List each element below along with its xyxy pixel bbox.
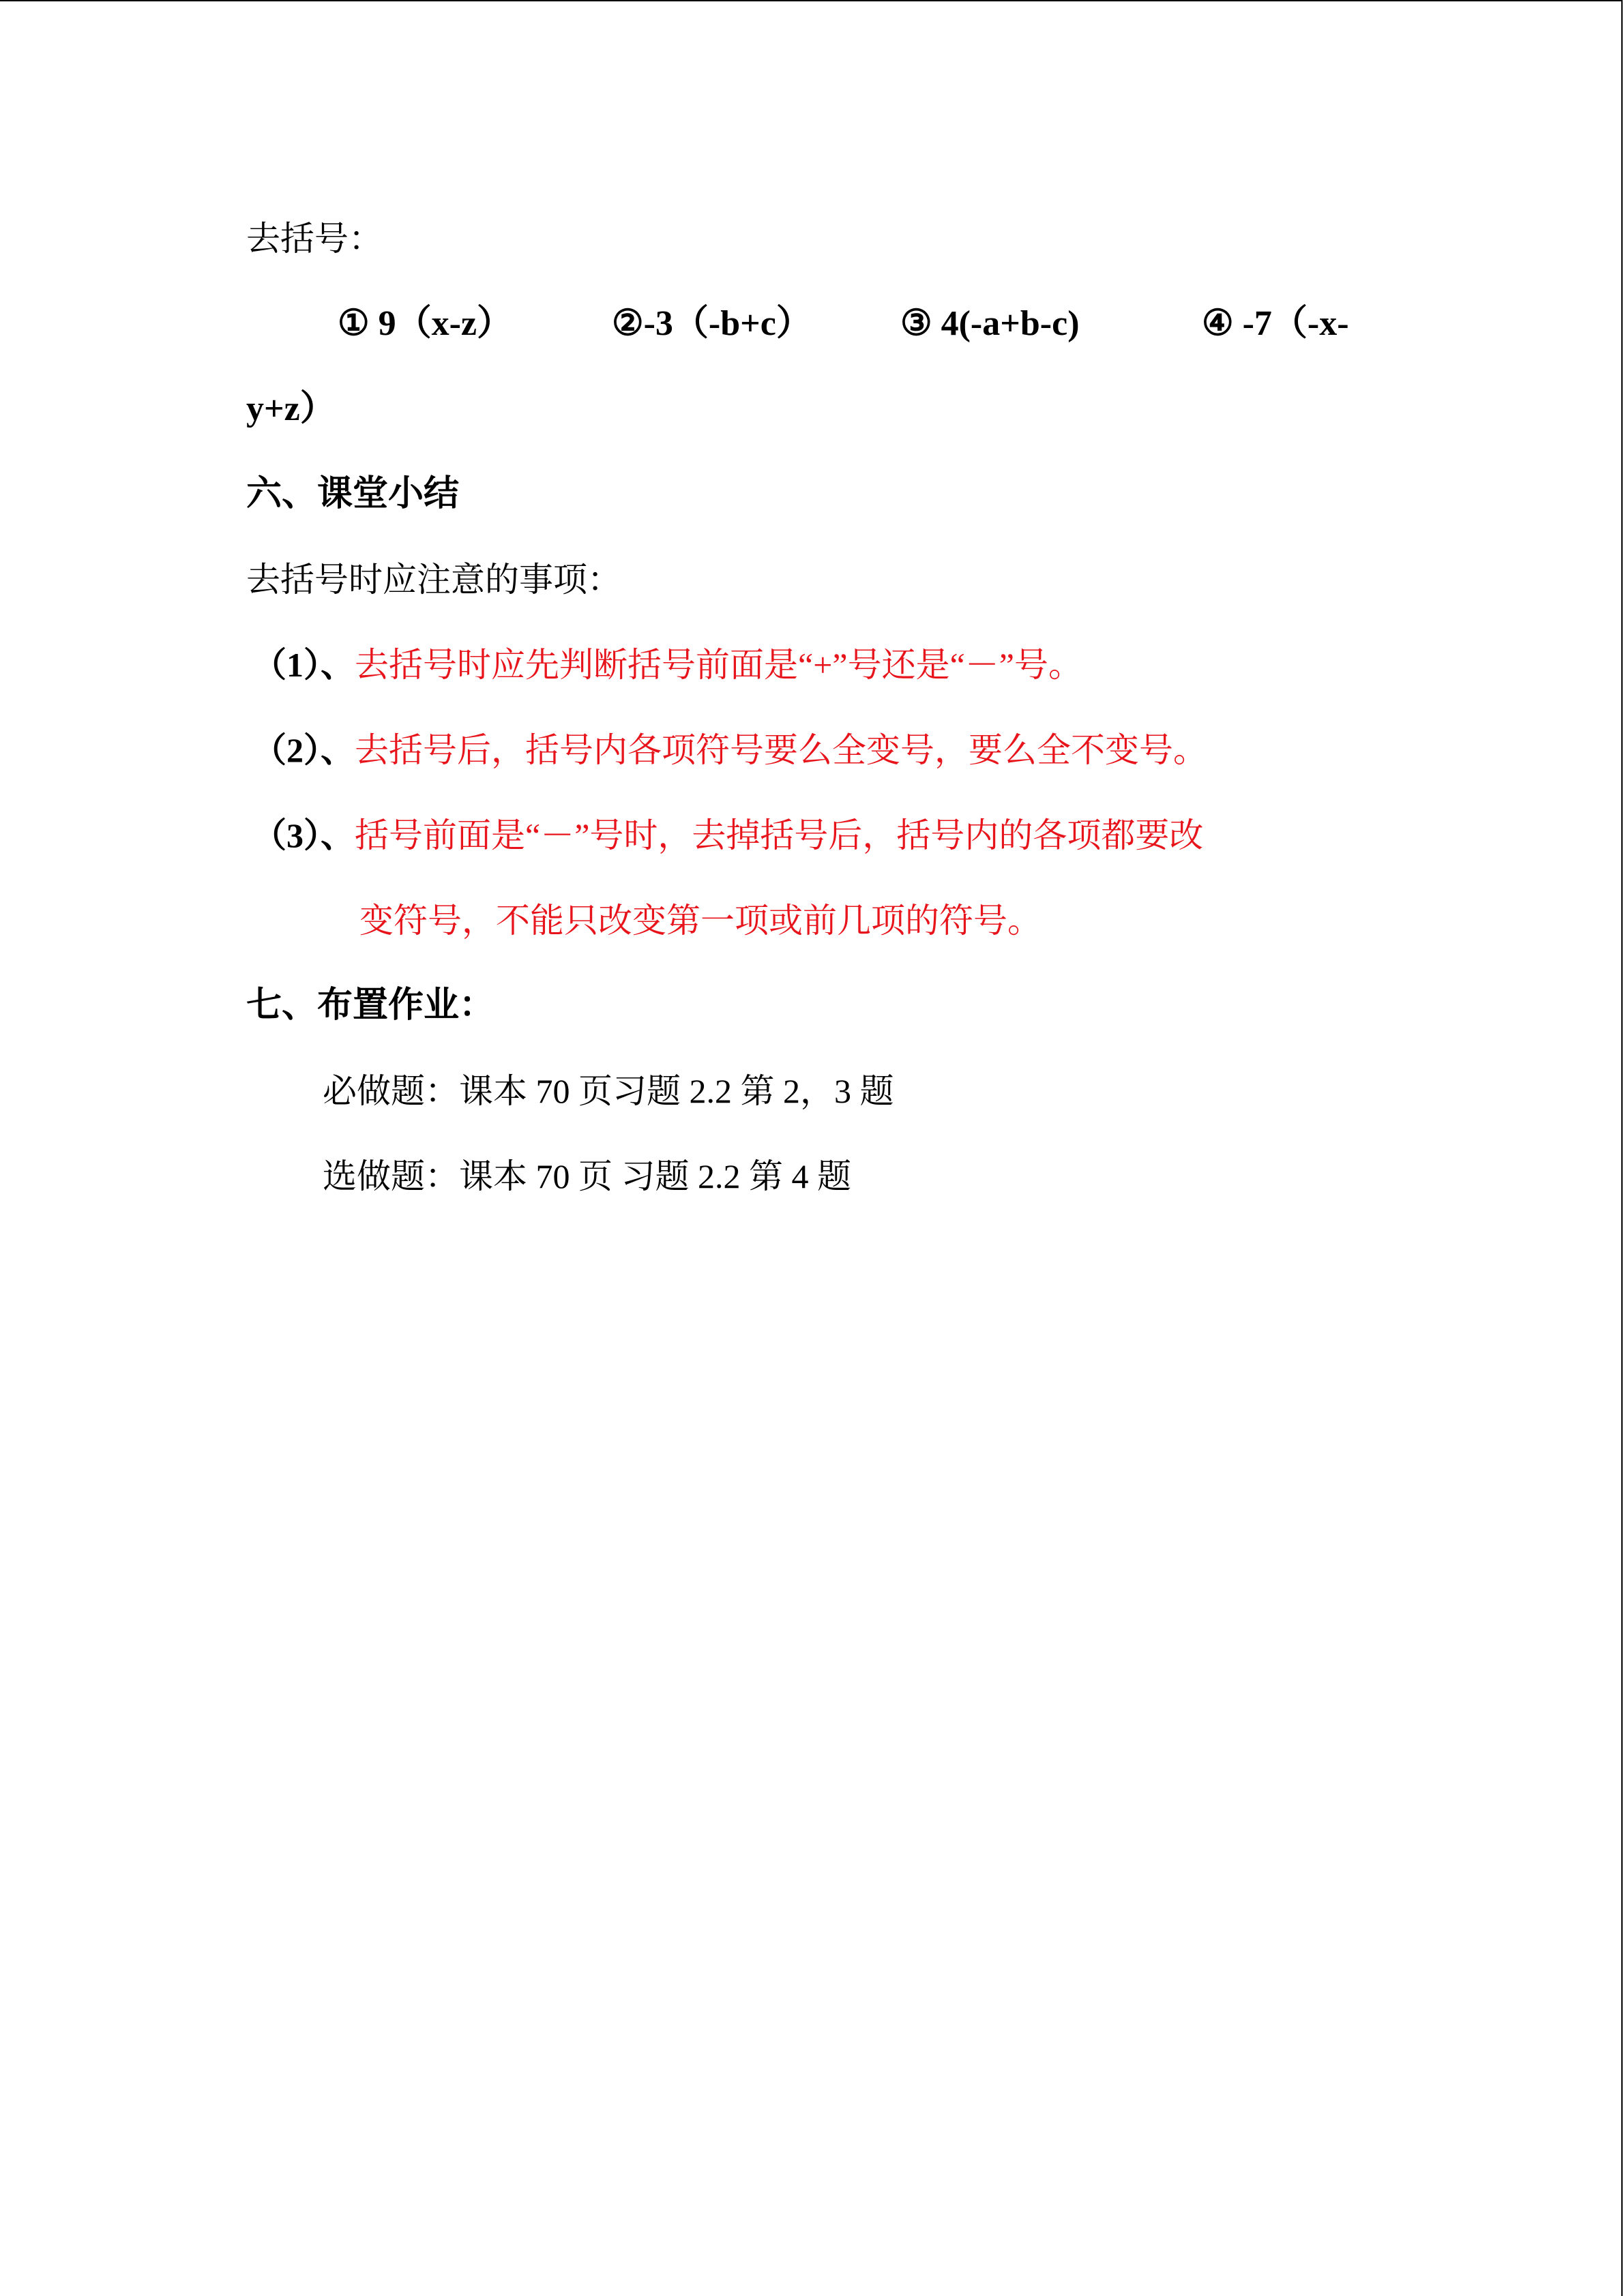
summary-note-3-continuation: 变符号，不能只改变第一项或前几项的符号。: [359, 901, 1042, 940]
exercise-item-3: ③ 4(-a+b-c): [900, 304, 1080, 343]
exercise-item-4: ④ -7（-x-: [1202, 304, 1349, 343]
section7-heading: 七、布置作业：: [246, 986, 495, 1025]
note-text: 去括号后，括号内各项符号要么全变号，要么全不变号。: [355, 731, 1207, 769]
exercise-item-1: ① 9（x-z）: [338, 304, 513, 343]
homework-required: 必做题：课本 70 页习题 2.2 第 2，3 题: [323, 1072, 894, 1110]
summary-note-2: [252, 730, 1207, 771]
summary-intro: 去括号时应注意的事项：: [246, 561, 621, 599]
exercise-item-2: ②-3（-b+c）: [612, 304, 812, 343]
note-number: （3）、: [252, 816, 355, 854]
exercise-intro: 去括号：: [246, 220, 383, 258]
note-number: （2）、: [252, 731, 355, 769]
section6-heading: 六、课堂小结: [246, 475, 460, 513]
summary-note-1: [252, 644, 1082, 685]
note-number: （1）、: [252, 646, 355, 684]
homework-optional: 选做题：课本 70 页 习题 2.2 第 4 题: [323, 1157, 851, 1195]
summary-note-3: [252, 815, 1203, 856]
exercise-continuation: y+z）: [246, 389, 336, 428]
note-text: 去括号时应先判断括号前面是“+”号还是“－”号。: [355, 646, 1082, 684]
note-text: 括号前面是“－”号时，去掉括号后，括号内的各项都要改: [355, 816, 1204, 854]
